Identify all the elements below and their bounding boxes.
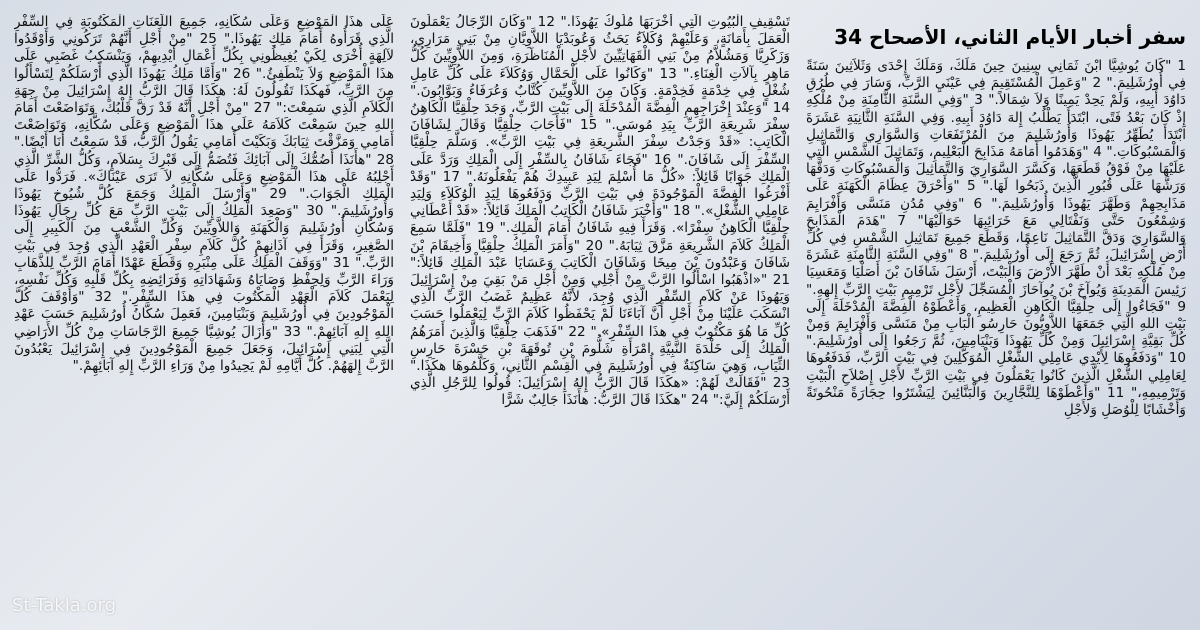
page-title: سفر أخبار الأيام الثاني، الأصحاح 34: [834, 25, 1186, 49]
verses-right: 1 "كَانَ يُوشِيَّا ابْنَ ثَمَانِي سِنِينَ حِينَ مَلَكَ، وَمَلَكَ إِحْدَى وَثَلاَثِينَ سَنَةً فِي أُورُشَلِيمَ." 2 "وَعَمِلَ الْمُسْتَقِيمَ فِي عَيْنَيِ الرَّبِّ، وَسَارَ فِي طُرُقِ دَاوُدَ أَبِيهِ، وَلَمْ يَحِدْ يَمِينًا وَلاَ شِمَالاً." 3 "وَفِي السَّنَةِ الثَّامِنَةِ مِنْ مُلْكِهِ إِذْ كَانَ بَعْدُ فَتًى، ابْتَدَأَ يَطْلُبُ إِلهَ دَاوُدَ أَبِيهِ. وَفِي السَّنَةِ الثَّانِيَةِ عَشَرَةَ ابْتَدَأَ يُطَهِّرُ يَهُوذَا وَأُورُشَلِيمَ مِنَ الْمُرْتَفَعَاتِ وَالسَّوَارِي وَالتَّمَاثِيلِ وَالْمَسْبُوكَاتِ." 4 "وَهَدَمُوا أَمَامَهُ مَذَابِحَ الْبَعْلِيمِ، وَتَمَاثِيلَ الشَّمْسِ الَّتِي عَلَيْهَا مِنْ فَوْقُ قَطَعَهَا، وَكَسَّرَ السَّوَارِيَ وَالتَّمَاثِيلَ وَالْمَسْبُوكَاتِ وَدَقَّهَا وَرَشَّهَا عَلَى قُبُورِ الَّذِينَ ذَبَحُوا لَهَا." 5 "وَأَحْرَقَ عِظَامَ الْكَهَنَةِ عَلَى مَذَابِحِهِمْ وَطَهَّرَ يَهُوذَا وَأُورُشَلِيمَ." 6 "وَفِي مُدُنِ مَنَسَّى وَأَفْرَايِمَ وَشِمْعُونَ حَتَّى وَنَفْتَالِي مَعَ خَرَائِبِهَا حَوَالَيْهَا" 7 "هَدَمَ الْمَذَابحَ وَالسَّوَارِيَ وَدَقَّ التَّمَاثِيلَ نَاعِمًا، وَقَطَعَ جَمِيعَ تَمَاثِيلِ الشَّمْسِ فِي كُلِّ أَرْضِ إِسْرَائِيلَ، ثُمَّ رَجَعَ إِلَى أُورُشَلِيمَ." 8 "وَفِي السَّنَةِ الثَّامِنَةِ عَشَرَةَ مِنْ مُلْكِهِ بَعْدَ أَنْ طَهَّرَ الأَرْضَ وَالْبَيْتَ، أَرْسَلَ شَافَانَ بْنَ أَصَلْيَا وَمَعَسِيَا رَئِيسَ الْمَدِينَةِ وَيُوآخَ بْنَ يُوآحَازَ الْمُسَجِّلَ لأَجْلِ تَرْمِيمِ بَيْتِ الرَّبِّ إِلهِهِ." 9 "فَجَاءُوا إِلَى حِلْقِيَّا الْكَاهِنِ الْعَظِيمِ، وَأَعْطَوْهُ الْفِضَّةَ الْمُدْخَلَةَ إِلَى بَيْتِ اللهِ الَّتِي جَمَعَهَا اللاَّوِيُّونَ حَارِسُو الْبَابِ مِنْ مَنَسَّى وَأَفْرَايِمَ وَمِنْ كُلِّ بَقِيَّةِ إِسْرَائِيلَ وَمِنْ كُلِّ يَهُوذَا وَبَنْيَامِينَ، ثُمَّ رَجَعُوا إِلَى أُورُشَلِيمَ." 10 "وَدَفَعُوهَا لِأَيْدِي عَامِلِي الشُّغْلِ الْمُوَكَّلِينَ فِي بَيْتِ الرَّبِّ، فَدَفَعُوهَا لِعَامِلِي الشُّغْلِ الَّذِينَ كَانُوا يَعْمَلُونَ فِي بَيْتِ الرَّبِّ لأَجْلِ إِصْلاَحِ الْبَيْتِ وَتَرْمِيمِهِ،" 11 "وَأَعْطَوْهَا لِلنَّجَّارِينَ وَالْبَنَّائِينَ لِيَشْتَرُوا حِجَارَةً مَنْحُوتَةً وَأَخْشَابًا لِلْوُصَلِ وَلأَجْلِ: [806, 58, 1186, 419]
verses-middle: تَسْقِيفِ الْبُيُوتِ الَّتِي أَخْرَبَهَا مُلُوكُ يَهُوذَا." 12 "وَكَانَ الرِّجَالُ يَعْمَلُونَ الْعَمَلَ بِأَمَانَةٍ، وَعَلَيْهِمْ وُكَلاَءُ يَحَثُ وَعُوبَدْيَا اللاَّوِيَّانِ مِنْ بَنِي مَرَارِي، وَزَكَرِيَّا وَمَشُلاَّمُ مِنْ بَنِي الْقَهَاتِيِّينَ لأَجْلِ الْمُنَاظَرَةِ، وَمِنَ اللاَّوِيِّينَ كُلُّ مَاهِرٍ بِآلاَتِ الْغِنَاءِ." 13 "وَكَانُوا عَلَى الْحَمَّالِ وَوُكَلاَءَ عَلَى كُلِّ عَامِلِ شُغْلٍ فِي خِدْمَةٍ فَخِدْمَةٍ. وَكَانَ مِنَ اللاَّوِيِّينَ كُتَّابٌ وَعُرَفَاءُ وَبَوَّابُونَ." 14 "وَعِنْدَ إِخْرَاجِهِمِ الْفِضَّةَ الْمُدْخَلَةَ إِلَى بَيْتِ الرَّبِّ، وَجَدَ حِلْقِيَّا الْكَاهِنُ سِفْرَ شَرِيعَةِ الرَّبِّ بِيَدِ مُوسَى." 15 "فَأَجَابَ حِلْقِيَّا وَقَالَ لِشَافَانَ الْكَاتِبِ: «قَدْ وَجَدْتُ سِفْرَ الشَّرِيعَةِ فِي بَيْتِ الرَّبِّ». وَسَلَّمَ حِلْقِيَّا السِّفْرَ إِلَى شَافَانَ." 16 "فَجَاءَ شَافَانُ بِالسِّفْرِ إِلَى الْمَلِكِ وَرَدَّ عَلَى الْمَلِكِ جَوَابًا قَائِلاً: «كُلُّ مَا أُسْلِمَ لِيَدِ عَبِيدِكَ هُمْ يَفْعَلُونَهُ." 17 "وَقَدْ أَفْرَغُوا الْفِضَّةَ الْمَوْجُودَةَ فِي بَيْتِ الرَّبِّ وَدَفَعُوهَا لِيَدِ الْوُكَلاَءِ وَلِيَدِ عَامِلِي الشُّغْلِ»." 18 "وَأَخْبَرَ شَافَانُ الْكَاتِبُ الْمَلِكَ قَائِلاً: «قَدْ أَعْطَانِي حِلْقِيَّا الْكَاهِنُ سِفْرًا». وَقَرَأَ فِيهِ شَافَانُ أَمَامَ الْمَلِكِ." 19 "فَلَمَّا سَمِعَ الْمَلِكُ كَلاَمَ الشَّرِيعَةِ مَزَّقَ ثِيَابَهُ." 20 "وَأَمَرَ الْمَلِكُ حِلْقِيَّا وَأَخِيقَامَ بْنَ شَافَانَ وَعَبْدُونَ بْنَ مِيخَا وَشَافَانَ الْكَاتِبَ وَعَسَايَا عَبْدَ الْمَلِكِ قَائِلاً:" 21 "«اذْهَبُوا اسْأَلُوا الرَّبَّ مِنْ أَجْلِي وَمِنْ أَجْلِ مَنْ بَقِيَ مِنْ إِسْرَائِيلَ وَيَهُوذَا عَنْ كَلاَمِ السِّفْرِ الَّذِي وُجِدَ، لأَنَّهُ عَظِيمٌ غَضَبُ الرَّبِّ الَّذِي انْسَكَبَ عَلَيْنَا مِنْ أَجْلِ أَنَّ آبَاءَنَا لَمْ يَحْفَظُوا كَلاَمَ الرَّبِّ لِيَعْمَلُوا حَسَبَ كُلِّ مَا هُوَ مَكْتُوبٌ فِي هذَا السِّفْرِ»." 22 "فَذَهَبَ حِلْقِيَّا وَالَّذِينَ أَمَرَهُمُ الْمَلِكُ إِلَى خَلْدَةَ النَّبِيَّةِ امْرَأَةِ شَلُّومَ بْنِ تُوقَهَةَ بْنِ حَسْرَةَ حَارِسِ الثِّيَابِ، وَهِيَ سَاكِنَةٌ فِي أُورُشَلِيمَ فِي الْقِسْمِ الثَّانِي، وَكَلَّمُوهَا هكَذَا." 23 "فَقَالَتْ لَهُمْ: «هكَذَا قَالَ الرَّبُّ إِلهُ إِسْرَائِيلَ: قُولُوا لِلرَّجُلِ الَّذِي أَرْسَلَكُمْ إِلَيَّ:" 24 "هكَذَا قَالَ الرَّبُّ: هأَنَذَا جَالِبٌ شَرًّا: [410, 14, 790, 409]
text-column-right: [806, 14, 1186, 620]
text-column-middle: [410, 14, 790, 620]
site-watermark: St-Takla.org: [12, 595, 117, 616]
verses-left: عَلَى هذَا الْمَوْضِعِ وَعَلَى سُكَّانِهِ، جَمِيعَ اللَّعَنَاتِ الْمَكْتُوبَةِ فِي السِّفْرِ الَّذِي قَرَأُوهُ أَمَامَ مَلِكِ يَهُوذَا." 25 "مِنْ أَجْلِ أَنَّهُمْ تَرَكُونِي وَأَوْقَدُوا لآلِهَةٍ أُخْرَى لِكَيْ يُغِيظُونِي بِكُلِّ أَعْمَالِ أَيْدِيهِمْ، وَيَنْسَكِبُ غَضَبِي عَلَى هذَا الْمَوْضِعِ وَلاَ يَنْطَفِئُ." 26 "وَأَمَّا مَلِكُ يَهُوذَا الَّذِي أَرْسَلَكُمْ لِتَسْأَلُوا مِنَ الرَّبِّ، فَهكَذَا تَقُولُونَ لَهُ: هكَذَا قَالَ الرَّبُّ إِلهُ إِسْرَائِيلَ مِنْ جِهَةِ الْكَلاَمِ الَّذِي سَمِعْتَ:" 27 "مِنْ أَجْلِ أَنَّهُ قَدْ رَقَّ قَلْبُكَ، وَتَوَاضَعْتَ أَمَامَ اللهِ حِينَ سَمِعْتَ كَلاَمَهُ عَلَى هذَا الْمَوْضِعِ وَعَلَى سُكَّانِهِ، وَتَوَاضَعْتَ أَمَامِي وَمَزَّقْتَ ثِيَابَكَ وَبَكَيْتَ أَمَامِي يَقُولُ الرَّبُّ، قَدْ سَمِعْتُ أَنَا أَيْضًا." 28 "هأَنَذَا أَضُمُّكَ إِلَى آبَائِكَ فَتُضَمُّ إِلَى قَبْرِكَ بِسَلاَمٍ، وَكُلُّ الشَّرِّ الَّذِي أَجْلِبُهُ عَلَى هذَا الْمَوْضِعِ وَعَلَى سُكَّانِهِ لاَ تَرَى عَيْنَاكَ». فَرَدُّوا عَلَى الْمَلِكِ الْجَوَابَ." 29 "وَأَرْسَلَ الْمَلِكُ وَجَمَعَ كُلَّ شُيُوخِ يَهُوذَا وَأُورُشَلِيمَ." 30 "وَصَعِدَ الْمَلِكُ إِلَى بَيْتِ الرَّبِّ مَعَ كُلِّ رِجَالِ يَهُوذَا وَسُكَّانِ أُورُشَلِيمَ وَالْكَهَنَةِ وَاللاَّوِيِّينَ وَكُلِّ الشَّعْبِ مِنَ الْكَبِيرِ إِلَى الصَّغِيرِ، وَقَرَأَ فِي آذَانِهِمْ كُلَّ كَلاَمِ سِفْرِ الْعَهْدِ الَّذِي وُجِدَ فِي بَيْتِ الرَّبِّ." 31 "وَوَقَفَ الْمَلِكُ عَلَى مِنْبَرِهِ وَقَطَعَ عَهْدًا أَمَامَ الرَّبِّ لِلذَّهَابِ وَرَاءَ الرَّبِّ وَلِحِفْظِ وَصَايَاهُ وَشَهَادَاتِهِ وَفَرَائِضِهِ بِكُلِّ قَلْبِهِ وَكُلِّ نَفْسِهِ، لِيَعْمَلَ كَلاَمَ الْعَهْدِ الْمَكْتُوبَ فِي هذَا السِّفْرِ." 32 "وَأَوْقَفَ كُلَّ الْمَوْجُودِينَ فِي أُورُشَلِيمَ وَبَنْيَامِينَ، فَعَمِلَ سُكَّانُ أُورُشَلِيمَ حَسَبَ عَهْدِ اللهِ إِلهِ آبَائِهِمْ." 33 "وَأَزَالَ يُوشِيَّا جَمِيعَ الرَّجَاسَاتِ مِنْ كُلِّ الأَرَاضِي الَّتِي لِبَنِي إِسْرَائِيلَ، وَجَعَلَ جَمِيعَ الْمَوْجُودِينَ فِي إِسْرَائِيلَ يَعْبُدُونَ الرَّبَّ إِلهَهُمْ. كُلَّ أَيَّامِهِ لَمْ يَحِيدُوا مِنْ وَرَاءِ الرَّبِّ إِلهِ آبَائِهِمْ.": [14, 14, 394, 375]
text-column-left: [14, 14, 394, 620]
